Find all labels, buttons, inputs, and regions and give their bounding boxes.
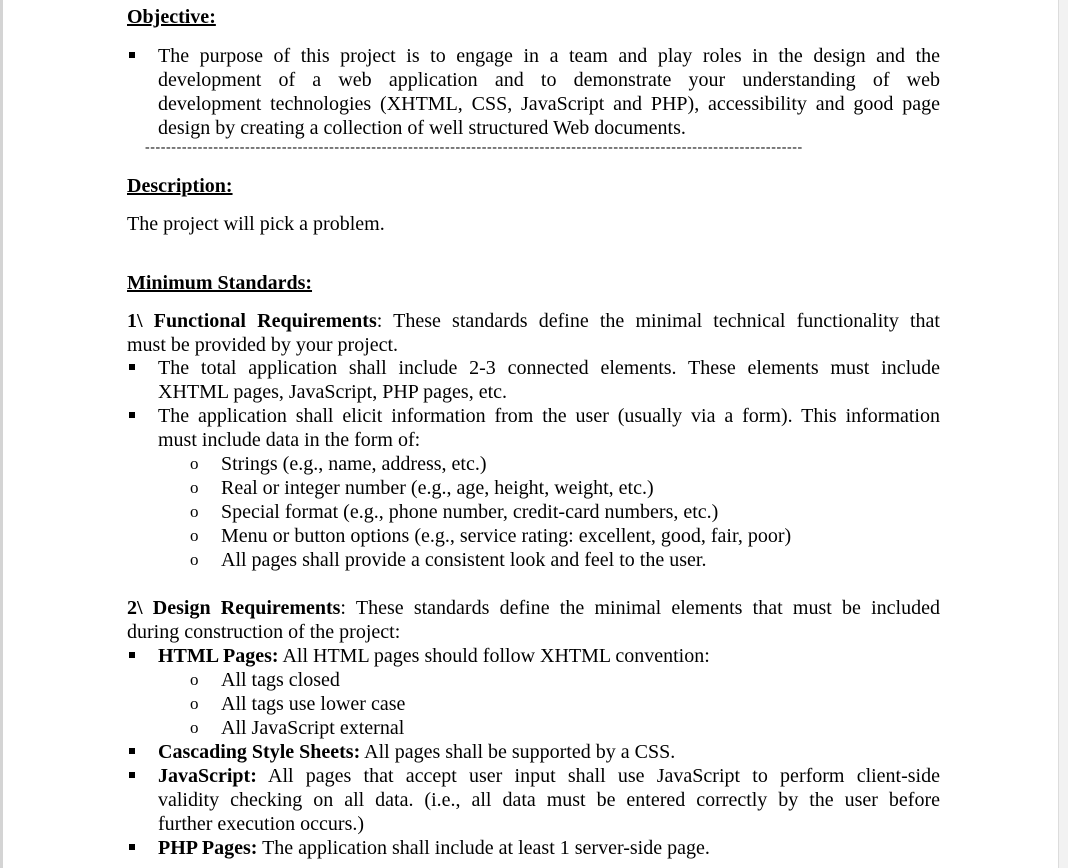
javascript-line-1 — [158, 764, 940, 788]
scrollbar-track[interactable] — [1058, 0, 1068, 868]
html-sub-item-3: All JavaScript external — [221, 717, 405, 739]
design-intro-line-1 — [127, 596, 940, 620]
page-left-edge — [0, 0, 3, 868]
square-bullet-icon — [129, 364, 135, 370]
functional-intro-text: : These standards define the minimal technical functionality that — [376, 310, 940, 332]
objective-heading: Objective: — [127, 6, 216, 28]
functional-bullet2-line-2: must include data in the form of: — [158, 429, 421, 451]
design-intro-text: : These standards define the minimal elements that must be included — [340, 597, 940, 619]
minimum-standards-heading: Minimum Standards: — [127, 272, 313, 294]
square-bullet-icon — [129, 652, 135, 658]
design-label: 2\ Design Requirements — [127, 597, 341, 619]
circle-bullet-icon: o — [190, 454, 199, 473]
javascript-line-2: validity checking on all data. (i.e., all data must be entered correctly by the user before — [158, 789, 940, 811]
css-text: All pages shall be supported by a CSS. — [360, 741, 676, 763]
functional-sub-item-2: Real or integer number (e.g., age, height, weight, etc.) — [221, 477, 654, 499]
objective-line-2: development of a web application and to demonstrate your understanding of web — [158, 69, 940, 91]
functional-sub-item-5: All pages shall provide a consistent look and feel to the user. — [221, 549, 707, 571]
html-pages-item — [158, 644, 710, 668]
javascript-label: JavaScript: — [158, 765, 257, 787]
functional-intro-line-1 — [127, 309, 940, 333]
square-bullet-icon — [129, 772, 135, 778]
html-sub-item-2: All tags use lower case — [221, 693, 406, 715]
html-pages-text: All HTML pages should follow XHTML convention: — [278, 645, 710, 667]
circle-bullet-icon: o — [190, 694, 199, 713]
functional-intro-line-2: must be provided by your project. — [127, 334, 399, 356]
php-pages-label: PHP Pages: — [158, 837, 258, 859]
php-pages-item — [158, 836, 710, 860]
functional-bullet1-line-1: The total application shall include 2-3 connected elements. These elements must include — [158, 357, 940, 379]
circle-bullet-icon: o — [190, 550, 199, 569]
javascript-text: All pages that accept user input shall use JavaScript to perform client-side — [256, 765, 940, 787]
circle-bullet-icon: o — [190, 526, 199, 545]
dashed-separator: ----------------------------------------------------------------------------------------------------------------------------- — [145, 142, 803, 154]
square-bullet-icon — [129, 52, 135, 58]
html-sub-item-1: All tags closed — [221, 669, 340, 691]
functional-bullet2-line-1: The application shall elicit information from the user (usually via a form). This information — [158, 405, 940, 427]
square-bullet-icon — [129, 844, 135, 850]
description-heading: Description: — [127, 175, 233, 197]
square-bullet-icon — [129, 412, 135, 418]
circle-bullet-icon: o — [190, 478, 199, 497]
square-bullet-icon — [129, 748, 135, 754]
functional-sub-item-1: Strings (e.g., name, address, etc.) — [221, 453, 487, 475]
php-pages-text: The application shall include at least 1 server-side page. — [257, 837, 710, 859]
css-label: Cascading Style Sheets: — [158, 741, 361, 763]
functional-bullet1-line-2: XHTML pages, JavaScript, PHP pages, etc. — [158, 381, 508, 403]
objective-line-1: The purpose of this project is to engage in a team and play roles in the design and the — [158, 45, 940, 67]
functional-sub-item-4: Menu or button options (e.g., service rating: excellent, good, fair, poor) — [221, 525, 792, 547]
objective-line-3: development technologies (XHTML, CSS, JavaScript and PHP), accessibility and good page — [158, 93, 940, 115]
functional-sub-item-3: Special format (e.g., phone number, credit-card numbers, etc.) — [221, 501, 719, 523]
objective-line-4: design by creating a collection of well structured Web documents. — [158, 117, 686, 139]
description-text: The project will pick a problem. — [127, 213, 385, 235]
circle-bullet-icon: o — [190, 502, 199, 521]
functional-label: 1\ Functional Requirements — [127, 310, 377, 332]
css-item — [158, 740, 675, 764]
circle-bullet-icon: o — [190, 670, 199, 689]
javascript-line-3: further execution occurs.) — [158, 813, 365, 835]
design-intro-line-2: during construction of the project: — [127, 621, 401, 643]
circle-bullet-icon: o — [190, 718, 199, 737]
html-pages-label: HTML Pages: — [158, 645, 279, 667]
